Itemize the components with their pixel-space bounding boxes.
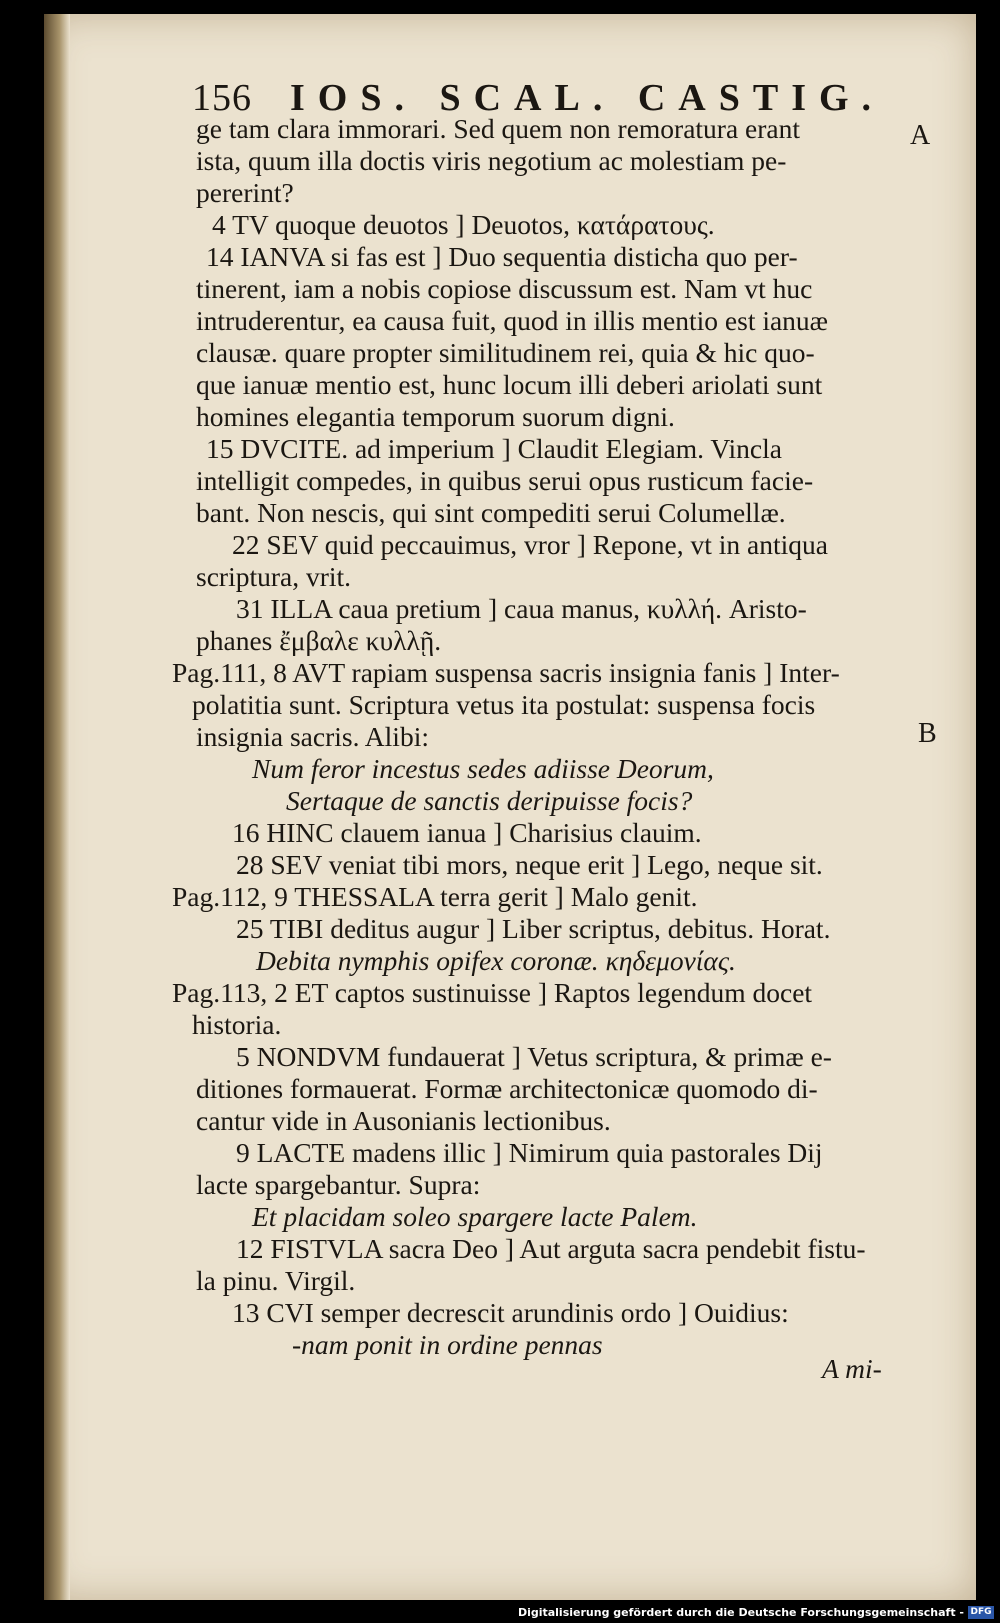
text-line: intruderentur, ea causa fuit, quod in illis mentio est ianuæ — [196, 305, 829, 336]
text-line: que ianuæ mentio est, hunc locum illi deberi ariolati sunt — [196, 369, 823, 400]
page-number: 156 — [192, 77, 252, 119]
text-line: Et placidam soleo spargere lacte Palem. — [252, 1201, 698, 1232]
text-line: insignia sacris. Alibi: — [196, 721, 429, 752]
text-line: 9 LACTE madens illic ] Nimirum quia pastorales Dij — [236, 1137, 823, 1168]
text-line: Sertaque de sanctis deripuisse focis? — [286, 785, 693, 816]
text-line: polatitia sunt. Scriptura vetus ita postulat: suspensa focis — [192, 689, 816, 720]
text-line: historia. — [192, 1009, 282, 1040]
text-line: scriptura, vrit. — [196, 561, 352, 592]
text-line: 31 ILLA caua pretium ] caua manus, κυλλή. Aristo- — [236, 593, 807, 624]
text-line: Pag.113, 2 ET captos sustinuisse ] Raptos legendum docet — [172, 977, 813, 1008]
margin-letter-a: A — [910, 120, 931, 151]
text-line: pererint? — [196, 177, 294, 208]
margin-letter-b: B — [918, 718, 937, 749]
text-line: la pinu. Virgil. — [196, 1265, 356, 1296]
text-line: A mi- — [822, 1353, 882, 1384]
footer-text: Digitalisierung gefördert durch die Deutsche Forschungsgemeinschaft - — [517, 1606, 964, 1619]
text-line: clausæ. quare propter similitudinem rei, quia & hic quo- — [196, 337, 815, 368]
text-line: ista, quum illa doctis viris negotium ac molestiam pe- — [196, 145, 787, 176]
footer-bar — [0, 1600, 1000, 1623]
text-line: -nam ponit in ordine pennas — [292, 1329, 603, 1360]
text-line: Pag.111, 8 AVT rapiam suspensa sacris insignia fanis ] Inter- — [172, 657, 840, 688]
text-line: 5 NONDVM fundauerat ] Vetus scriptura, & primæ e- — [236, 1041, 832, 1072]
text-line: 16 HINC clauem ianua ] Charisius clauim. — [232, 817, 702, 848]
dfg-logo: DFG — [968, 1606, 994, 1619]
text-line: 14 IANVA si fas est ] Duo sequentia disticha quo per- — [206, 241, 798, 272]
text-line: 13 CVI semper decrescit arundinis ordo ] Ouidius: — [232, 1297, 789, 1328]
book-page — [44, 14, 976, 1600]
text-line: 28 SEV veniat tibi mors, neque erit ] Lego, neque sit. — [236, 849, 823, 880]
text-line: tinerent, iam a nobis copiose discussum est. Nam vt huc — [196, 273, 813, 304]
text-line: 12 FISTVLA sacra Deo ] Aut arguta sacra pendebit fistu- — [236, 1233, 866, 1264]
book-gutter — [44, 14, 70, 1600]
text-line: 4 TV quoque deuotos ] Deuotos, κατάρατους. — [212, 209, 715, 240]
text-line: ge tam clara immorari. Sed quem non remoratura erant — [196, 113, 800, 144]
text-line: 15 DVCITE. ad imperium ] Claudit Elegiam. Vincla — [206, 433, 782, 464]
text-line: bant. Non nescis, qui sint compediti serui Columellæ. — [196, 497, 786, 528]
text-line: homines elegantia temporum suorum digni. — [196, 401, 675, 432]
running-title: IOS. SCAL. CASTIG. — [290, 77, 885, 119]
text-line: lacte spargebantur. Supra: — [196, 1169, 481, 1200]
text-line: 22 SEV quid peccauimus, vror ] Repone, vt in antiqua — [232, 529, 828, 560]
text-line: intelligit compedes, in quibus serui opus rusticum facie- — [196, 465, 814, 496]
text-line: 25 TIBI deditus augur ] Liber scriptus, debitus. Horat. — [236, 913, 831, 944]
text-line: Pag.112, 9 THESSALA terra gerit ] Malo genit. — [172, 881, 698, 912]
text-line: ditiones formauerat. Formæ architectonicæ quomodo di- — [196, 1073, 818, 1104]
text-line: cantur vide in Ausonianis lectionibus. — [196, 1105, 611, 1136]
text-line: Num feror incestus sedes adiisse Deorum, — [252, 753, 714, 784]
text-line: phanes ἔμβαλε κυλλῇ. — [196, 625, 442, 656]
text-line: Debita nymphis opifex coronæ. κηδεμονίας. — [256, 945, 736, 976]
